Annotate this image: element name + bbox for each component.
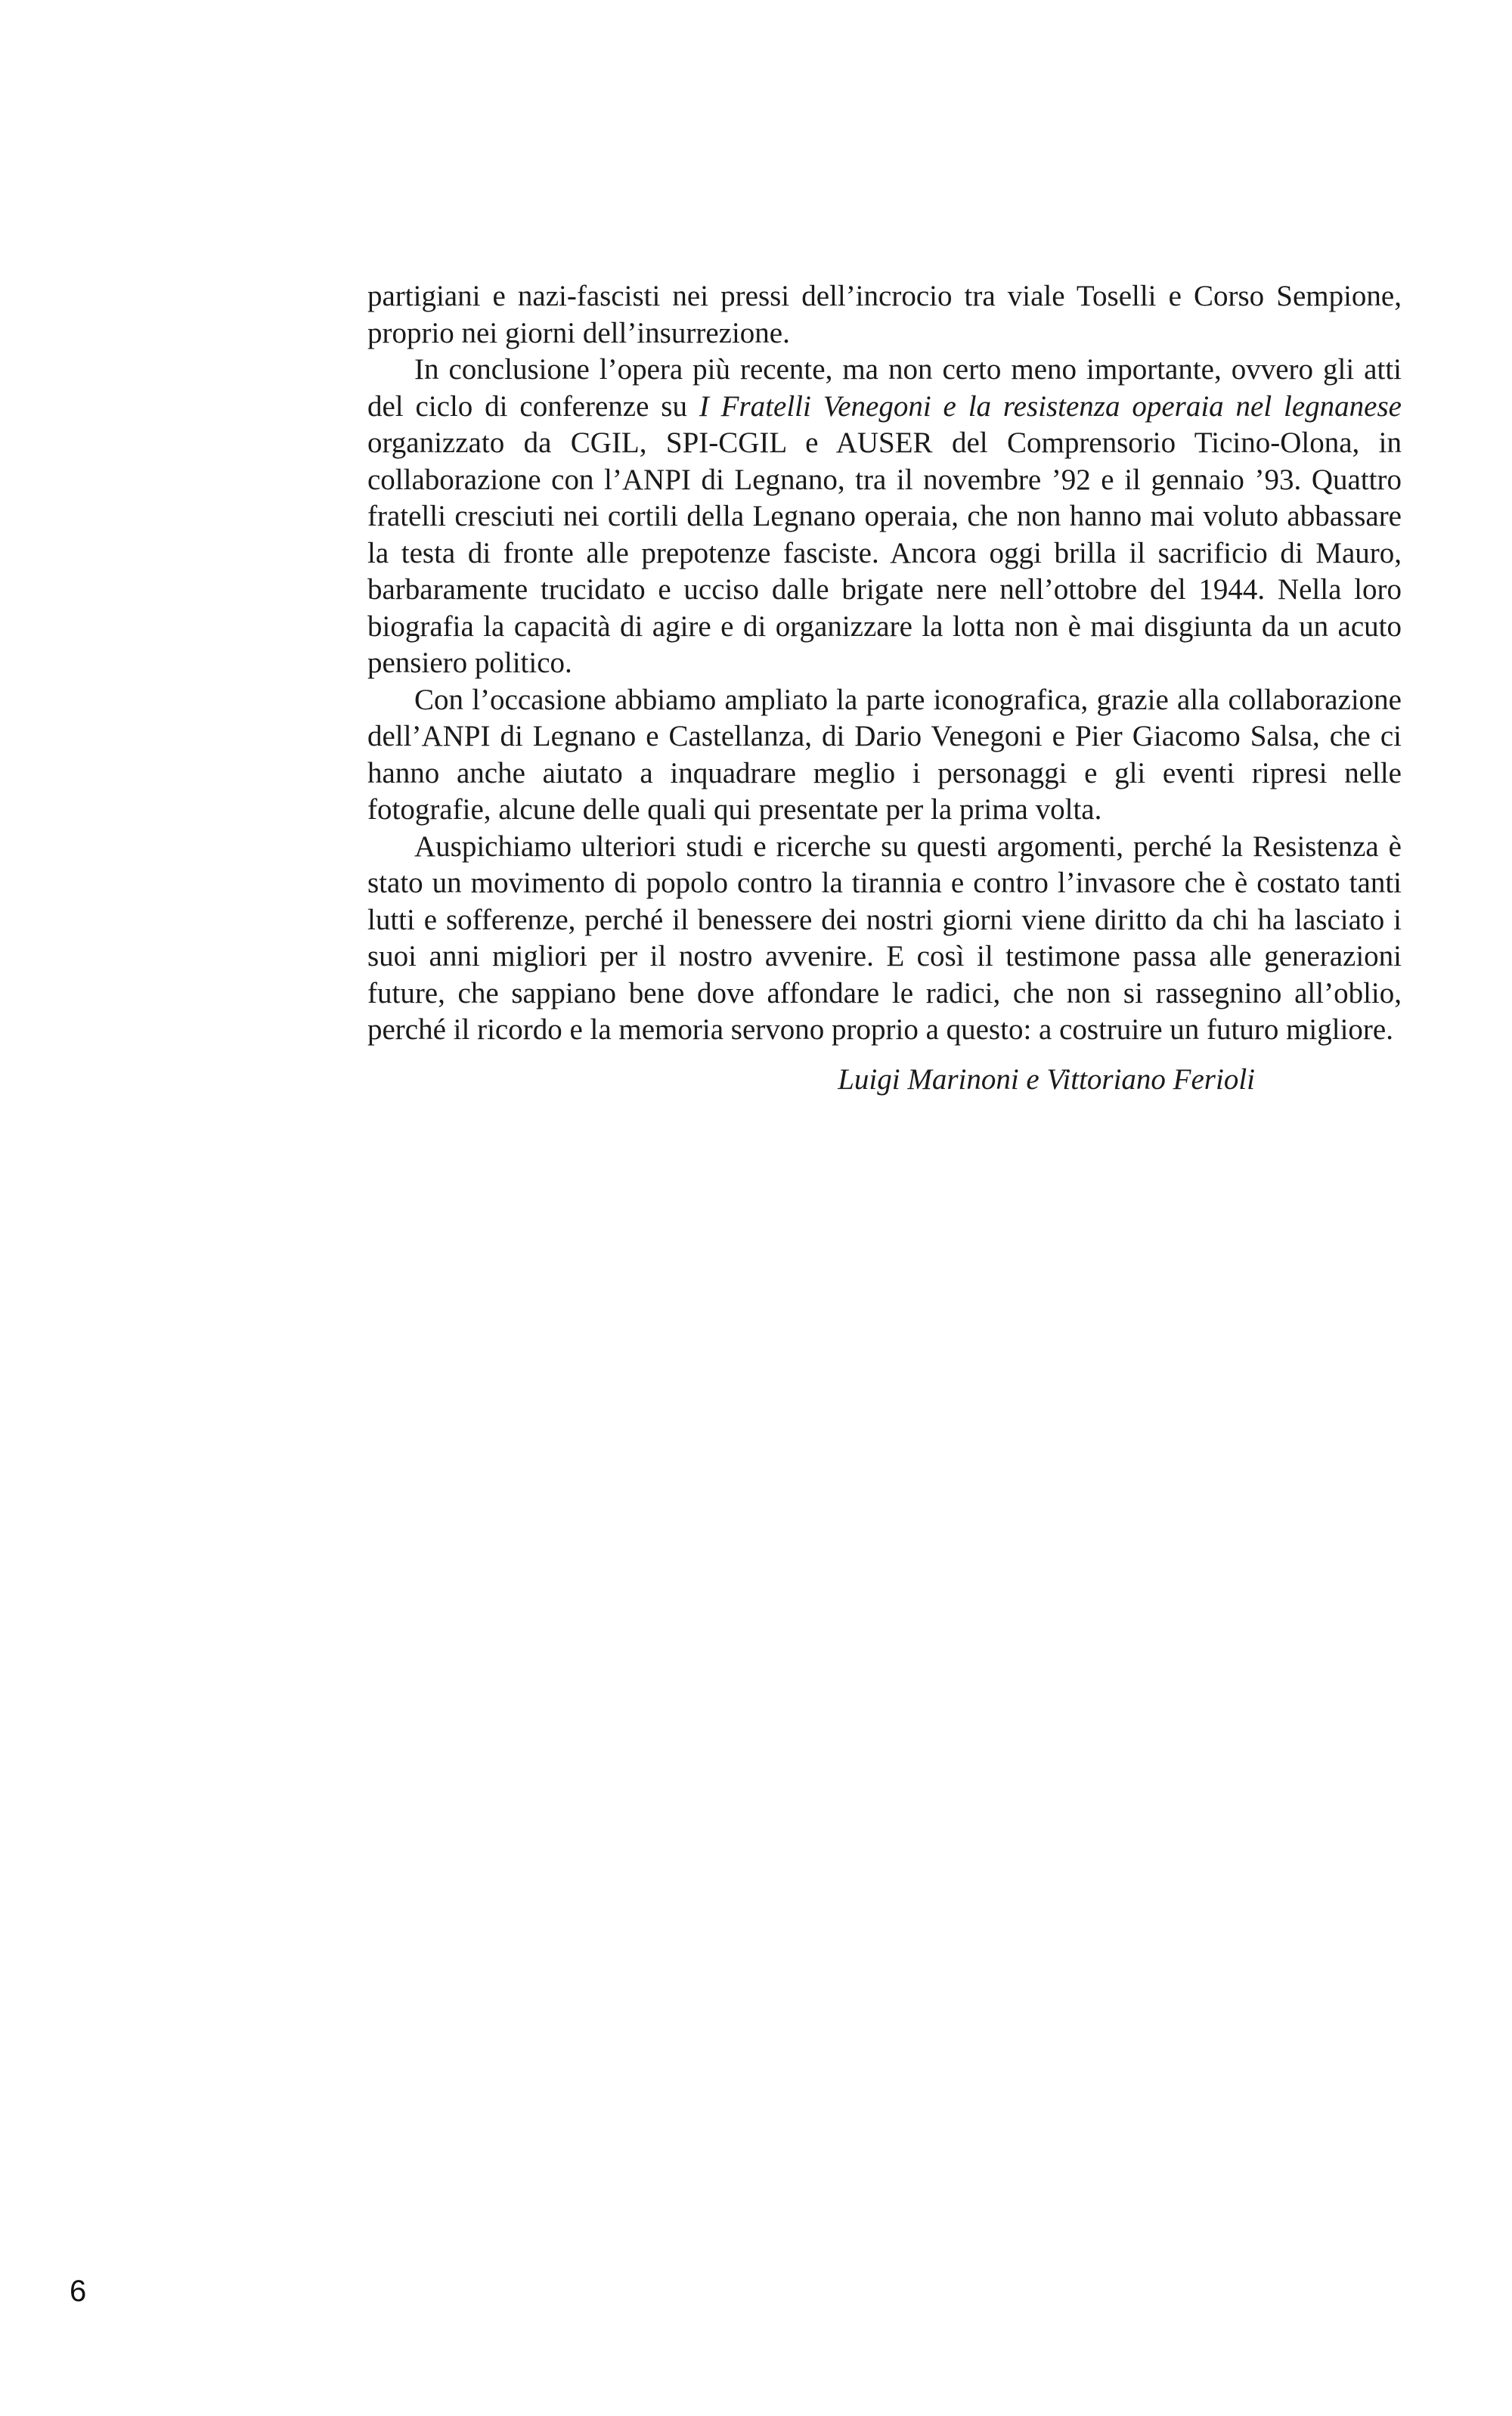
paragraph [367,352,1402,682]
paragraph-text: In conclusione l’opera più recente, ma non certo meno importante, ovvero gli atti del ciclo di conferenze su [367,353,1402,423]
italic-title: I Fratelli Venegoni e la resistenza operaia nel legnanese [699,389,1402,423]
paragraph [367,682,1402,829]
paragraph-text: Con l’occasione abbiamo ampliato la parte iconografica, grazie alla collaborazione dell’ANPI di Legnano e Castellanza, di Dario Venegoni e Pier Giacomo Salsa, che ci hanno anche aiutato a inquadrare meglio i personaggi e gli eventi ripresi nelle fotografie, alcune delle quali qui presentate per la prima volta. [367,683,1402,826]
body-text [367,278,1402,1049]
paragraph [367,278,1402,352]
paragraph [367,829,1402,1049]
paragraph-text: partigiani e nazi-fascisti nei pressi dell’incrocio tra viale Toselli e Corso Sempione, proprio nei giorni dell’insurrezione. [367,280,1402,349]
signature: Luigi Marinoni e Vittoriano Ferioli [838,1063,1255,1096]
page-number: 6 [70,2275,87,2308]
paragraph-text: Auspichiamo ulteriori studi e ricerche su questi argomenti, perché la Resistenza è stato un movimento di popolo contro la tirannia e contro l’invasore che è costato tanti lutti e sofferenze, perché il benessere dei nostri giorni viene diritto da chi ha lasciato i suoi anni migliori per il nostro avvenire. E così il testimone passa alle generazioni future, che sappiano bene dove affondare le radici, che non si rassegnino all’oblio, perché il ricordo e la memoria servono proprio a questo: a costruire un futuro migliore. [367,830,1402,1046]
paragraph-text: organizzato da CGIL, SPI-CGIL e AUSER del Comprensorio Ticino-Olona, in collaborazione con l’ANPI di Legnano, tra il novembre ’92 e il gennaio ’93. Quattro fratelli cresciuti nei cortili della Legnano operaia, che non hanno mai voluto abbassare la testa di fronte alle prepotenze fasciste. Ancora oggi brilla il sacrificio di Mauro, barbaramente trucidato e ucciso dalle brigate nere nell’ottobre del 1944. Nella loro biografia la capacità di agire e di organizzare la lotta non è mai disgiunta da un acuto pensiero politico. [367,426,1402,679]
